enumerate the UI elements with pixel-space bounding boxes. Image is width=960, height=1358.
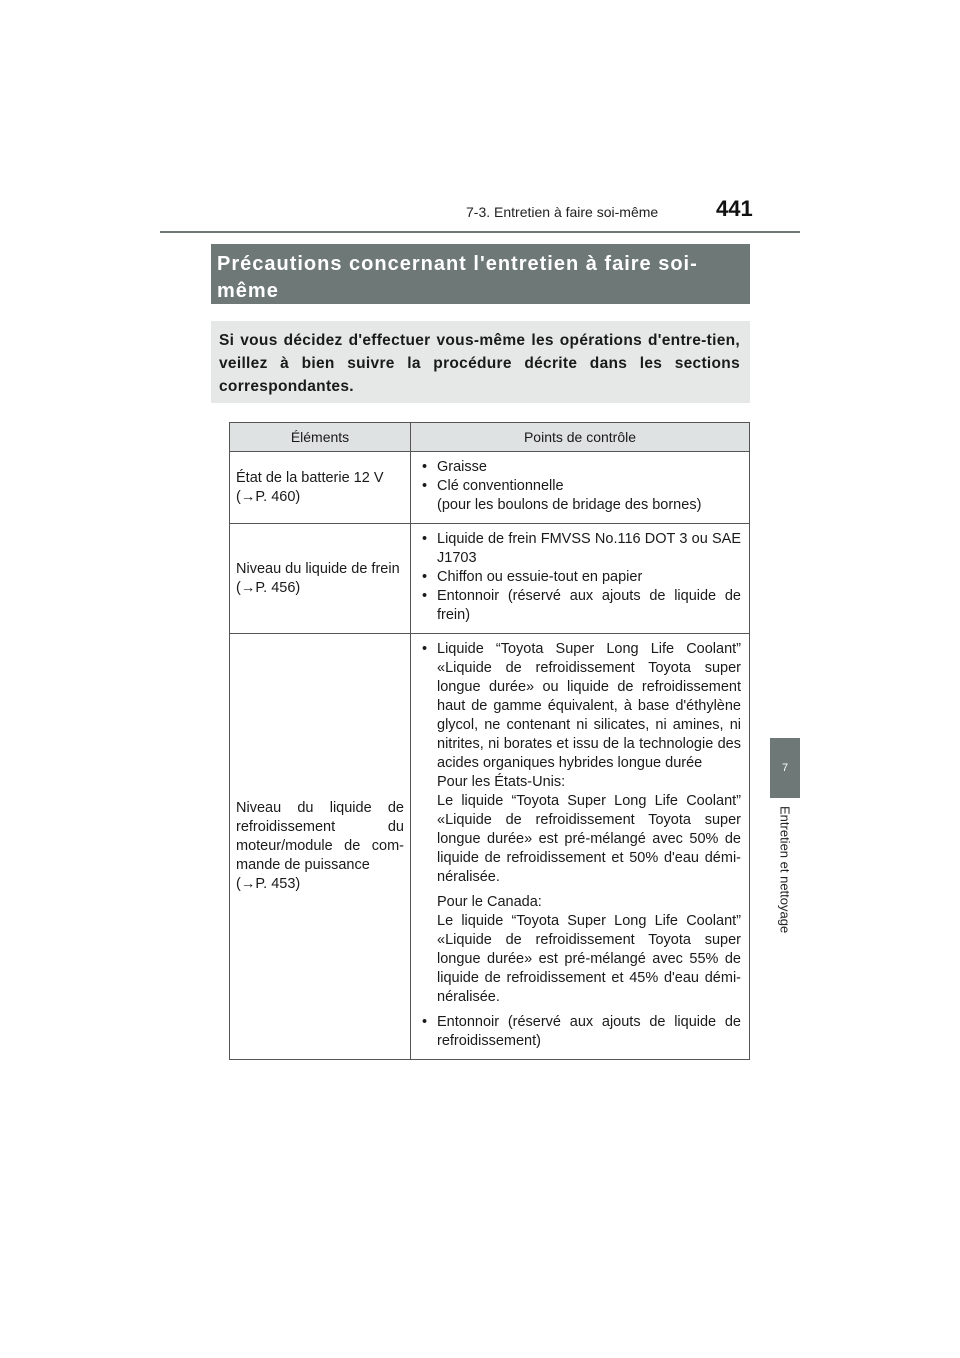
table-row: [230, 634, 750, 1060]
item-cell: [230, 524, 411, 634]
chapter-label: [772, 806, 798, 976]
page-reference: (→P. 460): [236, 488, 301, 505]
list-item: • Liquide “Toyota Super Long Life Coolant” «Liquide de refroidissement Toyota super longue durée» ou liquide de refroidissement haut de gamme équivalent, à base d'éthylène glycol, ne contenant ni silicates, ni amines, ni nitrites, ni borates et issu de la technologie des acides organiques hybrides longue durée: [419, 640, 741, 773]
item-cell: [230, 634, 411, 1060]
page-number: 441: [716, 196, 753, 221]
page-title: Précautions concernant l'entretien à faire soi-même: [211, 244, 750, 304]
column-header-items: Éléments: [230, 423, 411, 452]
list-item-note: Le liquide “Toyota Super Long Life Coolant” «Liquide de refroidissement Toyota super longue durée» est pré-mélangé avec 50% de liquide de refroidissement et 50% d'eau démi-néralisée.: [437, 793, 741, 885]
section-header: 7-3. Entretien à faire soi-même: [466, 204, 659, 220]
list-item: • Liquide de frein FMVSS No.116 DOT 3 ou SAE J1703: [419, 530, 741, 568]
item-label: Niveau du liquide de refroidissement du moteur/module de com-mande de puissance: [236, 800, 404, 873]
list-item-note: Pour les États-Unis:: [437, 774, 566, 790]
header-divider: [160, 231, 800, 233]
intro-text: Si vous décidez d'effectuer vous-même les opérations d'entre-tien, veillez à bien suivre la procédure décrite dans les sections correspondantes.: [211, 321, 750, 403]
item-label: Niveau du liquide de frein: [236, 560, 400, 577]
table-header-row: [230, 423, 750, 452]
list-item: • Chiffon ou essuie-tout en papier: [419, 568, 741, 587]
table-row: [230, 452, 750, 524]
checklist-table: [229, 422, 750, 1060]
list-item: • Entonnoir (réservé aux ajouts de liquide de frein): [419, 587, 741, 625]
chapter-number: 7: [781, 762, 789, 774]
checkpoints-cell: [411, 634, 750, 1060]
checkpoints-cell: [411, 452, 750, 524]
chapter-label-text: Entretien et nettoyage: [777, 806, 793, 934]
list-item-note: Le liquide “Toyota Super Long Life Coolant” «Liquide de refroidissement Toyota super longue durée» est pré-mélangé avec 55% de liquide de refroidissement et 45% d'eau démi-néralisée.: [437, 913, 741, 1005]
checkpoints-cell: [411, 524, 750, 634]
table-row: [230, 524, 750, 634]
item-label: État de la batterie 12 V: [236, 469, 384, 486]
page-reference: (→P. 456): [236, 579, 301, 596]
column-header-checkpoints: Points de contrôle: [411, 423, 750, 452]
list-item: • Clé conventionnelle: [419, 477, 741, 496]
item-cell: [230, 452, 411, 524]
list-item-note: Pour le Canada:: [437, 894, 542, 910]
list-item: • Entonnoir (réservé aux ajouts de liquide de refroidissement): [419, 1013, 741, 1051]
page-reference: (→P. 453): [236, 876, 301, 892]
chapter-tab: [770, 738, 800, 798]
list-item: • Graisse: [419, 458, 741, 477]
list-item-note: (pour les boulons de bridage des bornes): [437, 497, 702, 513]
